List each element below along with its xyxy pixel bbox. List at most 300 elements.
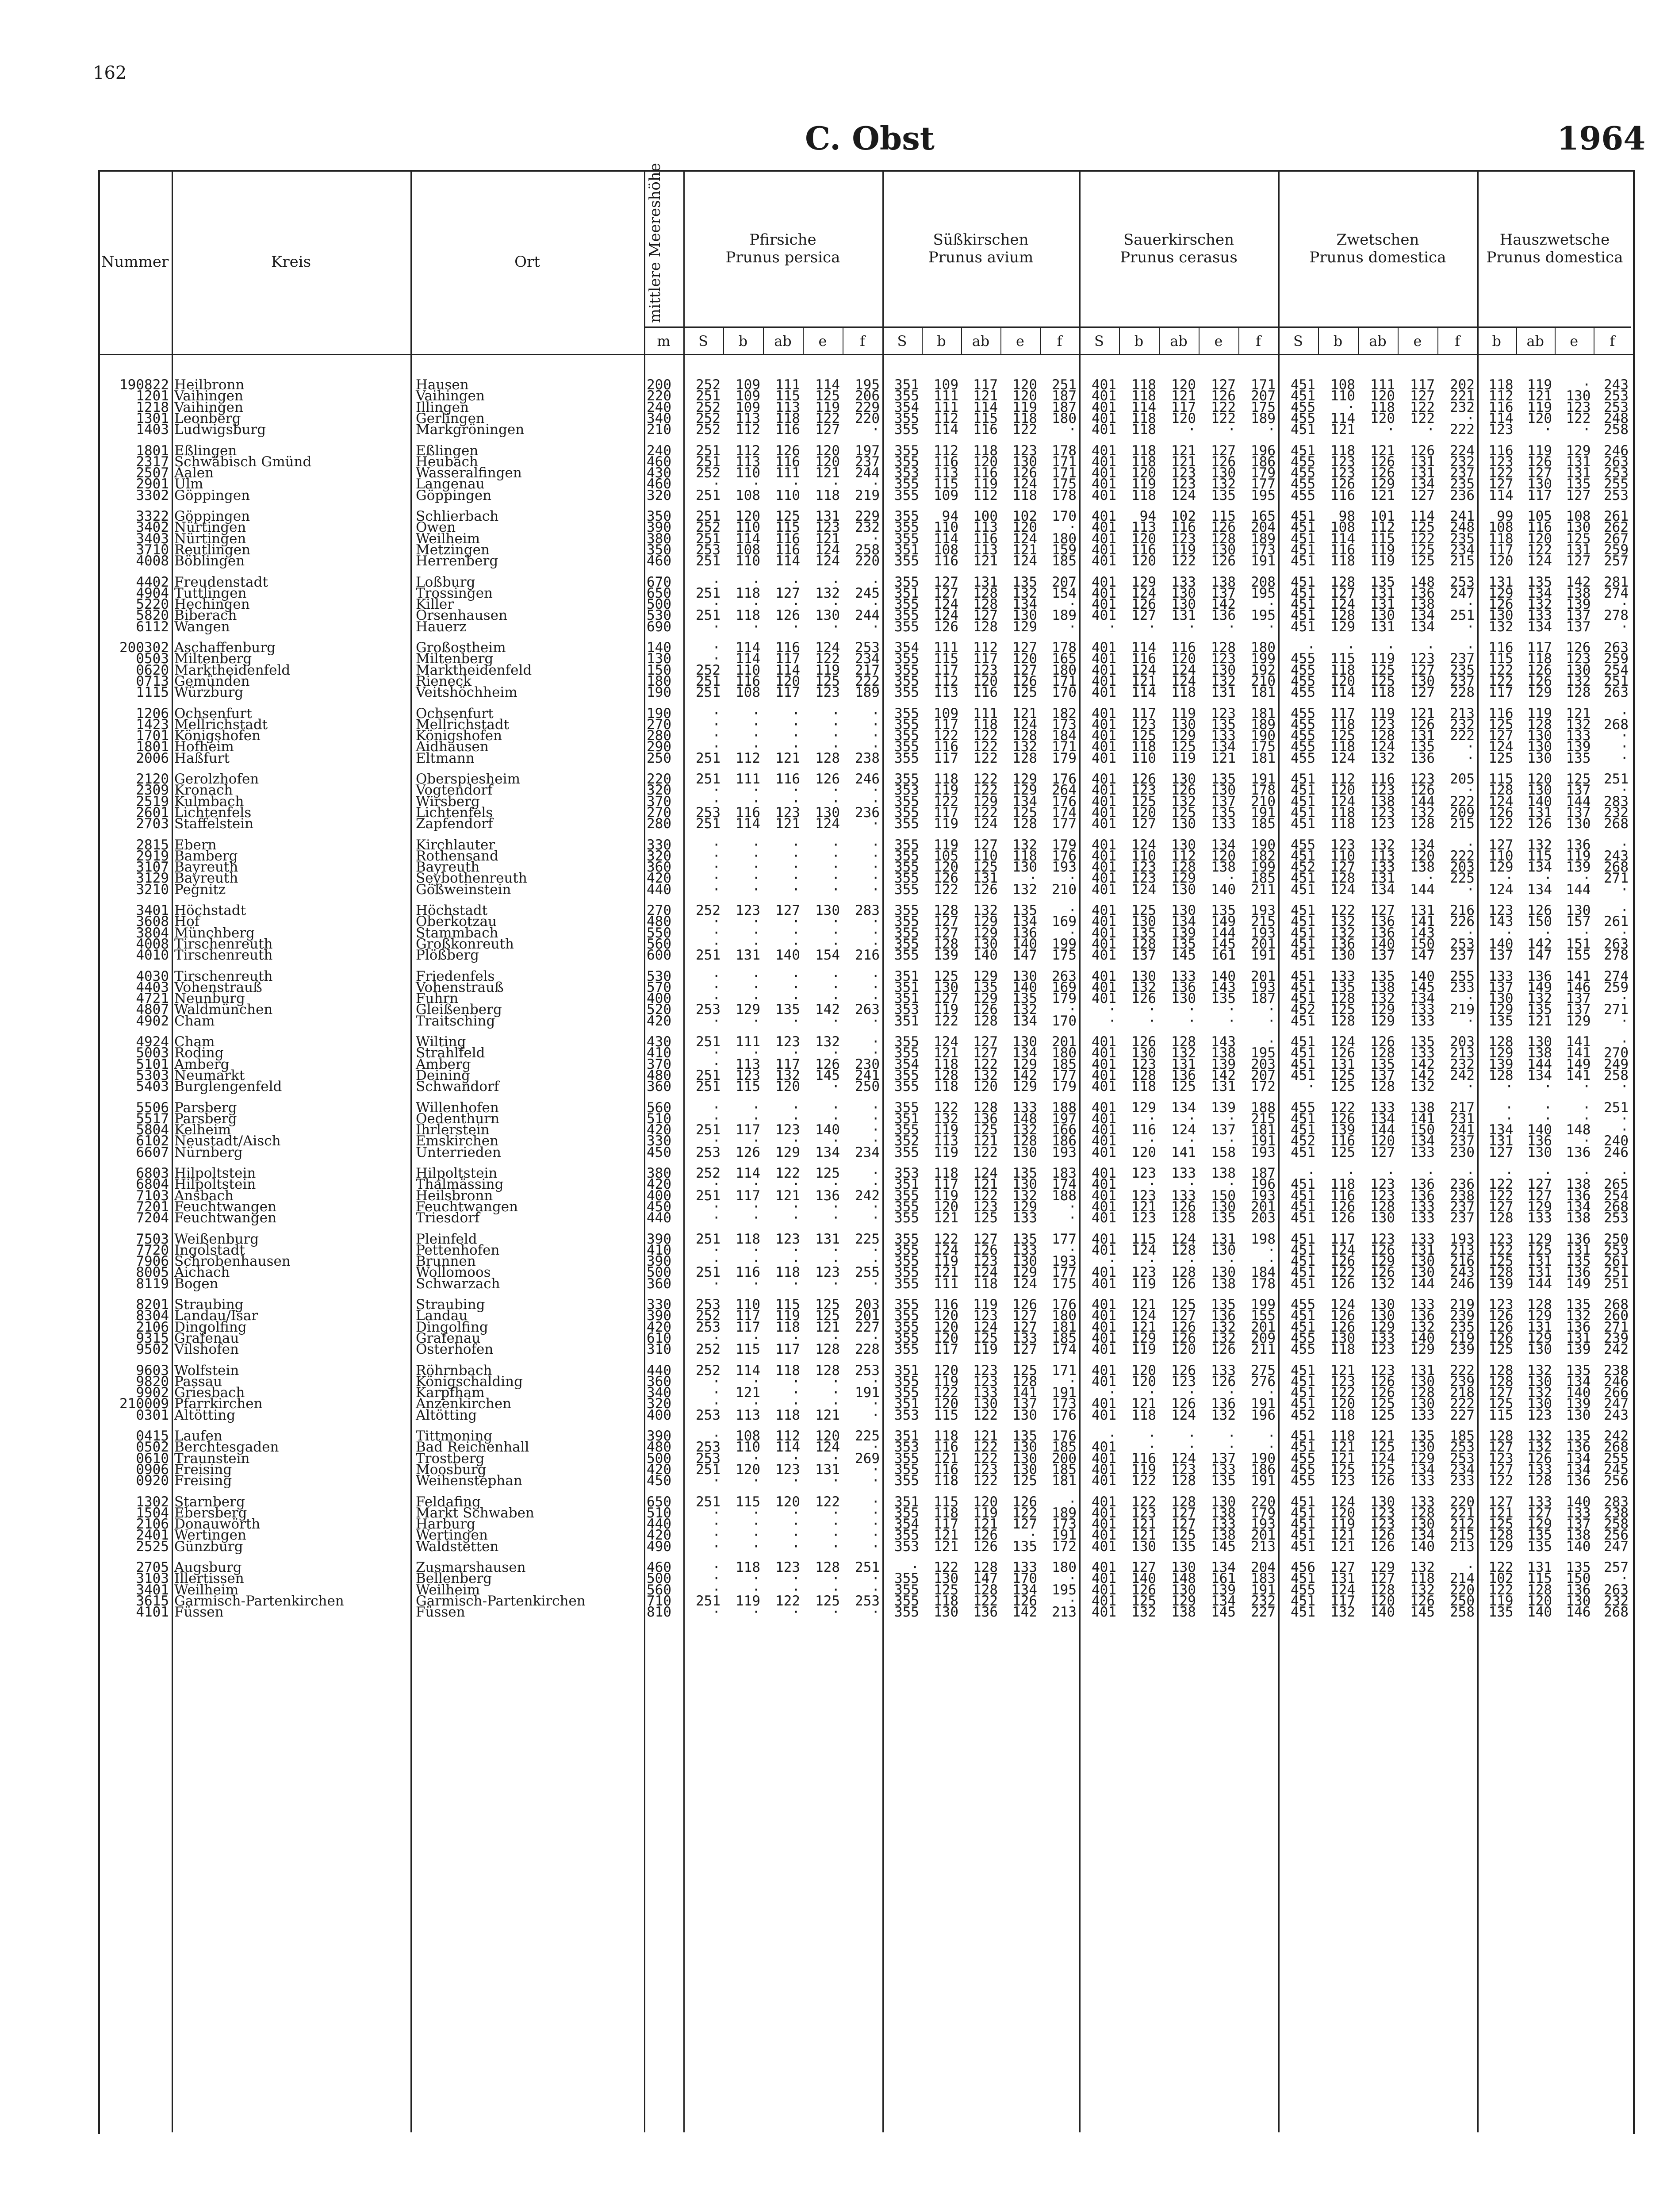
cell-ort: Gerlingen [416, 410, 485, 426]
cell-value: 139 [1488, 1056, 1514, 1072]
cell-value: 351 [894, 991, 919, 1007]
cell-value: 232 [1450, 1056, 1475, 1072]
cell-value: 116 [1131, 651, 1156, 667]
cell-value: 129 [973, 925, 998, 941]
cell-value: 118 [934, 771, 958, 787]
cell-value: · [1267, 1013, 1276, 1029]
cell-value: 140 [973, 947, 998, 964]
cell-value: 139 [1566, 739, 1591, 755]
cell-value: 131 [1527, 1559, 1552, 1575]
cell-value: 116 [973, 465, 998, 481]
cell-value: 112 [1171, 848, 1196, 864]
cell-value: 181 [1052, 1473, 1077, 1489]
cell-value: 120 [934, 1198, 958, 1215]
group-latin: Prunus domestica [1309, 249, 1446, 266]
cell-value: 142 [1211, 1067, 1236, 1083]
cell-value: · [752, 705, 760, 722]
cell-value: 110 [736, 465, 760, 481]
cell-value: 355 [894, 848, 919, 864]
cell-value: 121 [1330, 1450, 1355, 1467]
cell-value: 236 [1450, 1176, 1475, 1193]
cell-value: 130 [1410, 1439, 1435, 1455]
cell-value: 123 [1488, 453, 1514, 470]
cell-value: 253 [1604, 399, 1629, 415]
cell-ort: Triesdorf [416, 1210, 480, 1226]
cell-value: 119 [973, 1341, 998, 1358]
cell-value: · [752, 716, 760, 733]
cell-value: 123 [1370, 1187, 1395, 1204]
cell-value: · [792, 848, 800, 864]
cell-value: · [1029, 870, 1037, 887]
cell-value: 195 [1052, 1582, 1077, 1598]
cell-value: 132 [1012, 1187, 1037, 1204]
cell-kreis: Weilheim [174, 1582, 239, 1598]
cell-value: 401 [1092, 705, 1116, 722]
cell-value: 123 [815, 1264, 840, 1281]
cell-value: 129 [1012, 618, 1037, 635]
cell-value: 130 [1131, 914, 1156, 930]
cell-value: 355 [894, 388, 919, 404]
cell-value: 452 [1291, 1133, 1315, 1149]
cell-nummer: 0713 [136, 673, 169, 689]
cell-value: 140 [1211, 881, 1236, 898]
cell-nummer: 1206 [136, 705, 169, 722]
cell-kreis: Feuchtwangen [174, 1210, 277, 1226]
cell-value: 130 [1171, 1582, 1196, 1598]
cell-value: 137 [1211, 1450, 1236, 1467]
cell-value: 401 [1092, 968, 1116, 984]
cell-value: 132 [934, 1110, 958, 1127]
cell-value: 120 [973, 453, 998, 470]
cell-value: 113 [775, 399, 800, 415]
subcolumn-header: S [1094, 333, 1104, 349]
cell-value: · [752, 793, 760, 810]
cell-value: 455 [1291, 750, 1315, 766]
cell-value: 125 [1012, 1362, 1037, 1379]
subcolumn-header: b [738, 333, 748, 349]
cell-kreis: Gemünden [174, 673, 250, 689]
cell-value: · [752, 1571, 760, 1587]
cell-value: 126 [973, 881, 998, 898]
cell-value: 259 [1604, 651, 1629, 667]
cell-value: 115 [736, 1341, 760, 1358]
cell-ort: Weihenstephan [416, 1473, 522, 1489]
cell-ort: Markgröningen [416, 422, 525, 438]
cell-value: 118 [1370, 399, 1395, 415]
cell-value: 219 [1450, 1330, 1475, 1346]
cell-value: 124 [1012, 553, 1037, 569]
cell-value: · [1544, 1099, 1552, 1116]
cell-value: 401 [1092, 585, 1116, 601]
cell-value: 211 [1251, 1341, 1276, 1358]
cell-value: 129 [1488, 859, 1514, 876]
cell-value: 137 [1370, 1067, 1395, 1083]
cell-value: 135 [1211, 716, 1236, 733]
cell-value: 133 [1012, 1099, 1037, 1116]
cell-value: · [1227, 1002, 1236, 1018]
cell-value: 355 [894, 1242, 919, 1258]
cell-kreis: Laufen [174, 1428, 222, 1444]
cell-value: 263 [855, 1002, 880, 1018]
cell-value: 353 [894, 1439, 919, 1455]
cell-value: 115 [736, 1079, 760, 1095]
cell-value: 124 [1527, 553, 1552, 569]
cell-value: · [1466, 410, 1475, 426]
cell-value: · [792, 1013, 800, 1029]
cell-value: 180 [1052, 410, 1077, 426]
cell-value: 131 [1330, 1056, 1355, 1072]
cell-value: 122 [1012, 422, 1037, 438]
cell-value: 117 [973, 377, 998, 393]
cell-hoehe: 350 [647, 541, 671, 558]
cell-value: 147 [1012, 947, 1037, 964]
cell-value: 401 [1092, 388, 1116, 404]
cell-value: 355 [894, 1461, 919, 1478]
cell-value: 232 [1251, 1593, 1276, 1609]
cell-value: 136 [1527, 1133, 1552, 1149]
cell-value: · [712, 1527, 721, 1544]
cell-value: 102 [1012, 508, 1037, 524]
cell-value: 238 [1604, 1362, 1629, 1379]
cell-value: 451 [1291, 771, 1315, 787]
cell-value: 135 [1330, 979, 1355, 995]
cell-value: 351 [894, 377, 919, 393]
cell-value: 455 [1291, 837, 1315, 853]
cell-value: 130 [1012, 1407, 1037, 1423]
cell-value: · [832, 1527, 840, 1544]
subcolumn-header: b [1492, 333, 1501, 349]
cell-value: · [1267, 596, 1276, 613]
cell-value: · [1068, 1373, 1077, 1390]
cell-value: 231 [1450, 1110, 1475, 1127]
cell-value: · [1466, 925, 1475, 941]
cell-value: 110 [736, 553, 760, 569]
cell-value: 133 [1410, 1002, 1435, 1018]
cell-value: 455 [1291, 1099, 1315, 1116]
cell-value: 134 [1527, 1067, 1552, 1083]
cell-value: · [1505, 1079, 1514, 1095]
cell-value: 141 [1566, 968, 1591, 984]
cell-value: 127 [1488, 1461, 1514, 1478]
cell-value: 120 [1370, 410, 1395, 426]
cell-value: 124 [973, 1165, 998, 1181]
cell-value: 125 [1488, 1396, 1514, 1412]
cell-value: 120 [1370, 1593, 1395, 1609]
cell-hoehe: 450 [647, 1198, 671, 1215]
cell-value: 124 [1330, 1034, 1355, 1050]
cell-value: 351 [894, 585, 919, 601]
cell-value: · [871, 1571, 880, 1587]
cell-value: 126 [1566, 640, 1591, 656]
cell-value: 401 [1092, 662, 1116, 678]
cell-kreis: Augsburg [174, 1559, 242, 1575]
cell-value: · [832, 925, 840, 941]
cell-value: 138 [1566, 1176, 1591, 1193]
cell-value: 132 [1527, 596, 1552, 613]
cell-value: 355 [894, 947, 919, 964]
cell-value: 126 [1171, 1362, 1196, 1379]
cell-value: 143 [1410, 925, 1435, 941]
cell-nummer: 1504 [136, 1505, 169, 1521]
cell-value: 355 [894, 1144, 919, 1160]
cell-value: 129 [1370, 1253, 1395, 1270]
cell-value: 133 [1410, 1210, 1435, 1226]
cell-value: 129 [1566, 1013, 1591, 1029]
cell-value: 123 [1131, 1056, 1156, 1072]
cell-kreis: Hilpoltstein [174, 1165, 256, 1181]
cell-value: 118 [1131, 410, 1156, 426]
cell-value: 139 [1211, 1056, 1236, 1072]
cell-hoehe: 440 [647, 1516, 671, 1532]
cell-value: 128 [1488, 782, 1514, 799]
cell-value: · [792, 1396, 800, 1412]
cell-value: 401 [1092, 399, 1116, 415]
cell-value: 451 [1291, 508, 1315, 524]
cell-value: 193 [1251, 925, 1276, 941]
cell-hoehe: 360 [647, 1373, 671, 1390]
cell-value: 254 [1604, 662, 1629, 678]
cell-value: 255 [855, 1264, 880, 1281]
cell-value: · [1227, 1385, 1236, 1401]
cell-kreis: Eßlingen [174, 442, 237, 459]
cell-kreis: Miltenberg [174, 651, 252, 667]
cell-value: 121 [1410, 705, 1435, 722]
cell-value: 125 [973, 1122, 998, 1138]
cell-value: 132 [1527, 1439, 1552, 1455]
cell-value: 130 [1012, 1439, 1037, 1455]
cell-value: · [871, 968, 880, 984]
cell-value: 113 [736, 453, 760, 470]
cell-value: 125 [1131, 793, 1156, 810]
cell-value: 138 [1211, 859, 1236, 876]
cell-value: 351 [894, 1110, 919, 1127]
cell-ort: Willenhofen [416, 1099, 499, 1116]
cell-ort: Straubing [416, 1297, 485, 1313]
cell-value: 236 [1450, 487, 1475, 503]
cell-value: 188 [1251, 1099, 1276, 1116]
cell-value: · [1466, 1559, 1475, 1575]
cell-value: 252 [696, 519, 721, 536]
cell-value: 237 [1450, 947, 1475, 964]
cell-hoehe: 420 [647, 1319, 671, 1335]
cell-value: 137 [1566, 618, 1591, 635]
cell-value: 131 [973, 574, 998, 590]
cell-value: 119 [1527, 705, 1552, 722]
cell-nummer: 4902 [136, 1013, 169, 1029]
cell-value: · [832, 1210, 840, 1226]
cell-kreis: Neustadt/Aisch [174, 1133, 281, 1149]
cell-value: 145 [1171, 947, 1196, 964]
cell-value: 128 [1171, 1210, 1196, 1226]
cell-value: 263 [1604, 684, 1629, 701]
cell-value: 355 [894, 574, 919, 590]
cell-value: 123 [775, 1034, 800, 1050]
cell-value: 120 [934, 859, 958, 876]
cell-value: 114 [736, 1165, 760, 1181]
cell-value: 134 [1410, 1133, 1435, 1149]
cell-value: 134 [1012, 596, 1037, 613]
cell-value: 252 [696, 662, 721, 678]
column-rule [172, 170, 173, 2132]
cell-value: 451 [1291, 1396, 1315, 1412]
cell-value: 115 [934, 651, 958, 667]
cell-value: 207 [1251, 388, 1276, 404]
cell-nummer: 3615 [136, 1593, 169, 1609]
cell-value: 121 [1527, 1013, 1552, 1029]
cell-value: 185 [1450, 1428, 1475, 1444]
cell-value: 401 [1092, 1396, 1116, 1412]
cell-value: · [1505, 925, 1514, 941]
cell-value: 235 [1450, 662, 1475, 678]
cell-value: 120 [934, 1396, 958, 1412]
cell-value: 355 [894, 881, 919, 898]
cell-value: 121 [1171, 388, 1196, 404]
cell-value: · [792, 1099, 800, 1116]
cell-value: · [1267, 1242, 1276, 1258]
cell-value: 136 [1410, 1308, 1435, 1324]
cell-value: 120 [1211, 848, 1236, 864]
cell-value: 126 [1370, 465, 1395, 481]
cell-value: 451 [1291, 574, 1315, 590]
cell-value: 130 [1527, 1396, 1552, 1412]
cell-value: 127 [1171, 1516, 1196, 1532]
cell-value: 121 [1131, 673, 1156, 689]
cell-value: 135 [1527, 574, 1552, 590]
cell-value: 116 [1131, 541, 1156, 558]
cell-value: 451 [1291, 553, 1315, 569]
cell-value: 123 [1131, 1505, 1156, 1521]
cell-value: 234 [855, 651, 880, 667]
cell-value: · [871, 476, 880, 492]
cell-hoehe: 410 [647, 1045, 671, 1061]
cell-value: 253 [696, 1319, 721, 1335]
cell-value: · [752, 914, 760, 930]
cell-value: 213 [1450, 1242, 1475, 1258]
cell-value: 140 [1527, 1604, 1552, 1621]
page-number: 162 [93, 63, 127, 83]
cell-value: · [752, 1527, 760, 1544]
cell-value: 131 [1566, 453, 1591, 470]
cell-value: 109 [736, 399, 760, 415]
cell-value: · [1620, 1079, 1629, 1095]
cell-value: 136 [1566, 1439, 1591, 1455]
cell-value: 138 [1527, 1045, 1552, 1061]
cell-value: 143 [1488, 914, 1514, 930]
cell-value: 136 [1370, 925, 1395, 941]
cell-value: 120 [1527, 771, 1552, 787]
cell-value: 134 [1410, 991, 1435, 1007]
cell-ort: Wasseralfingen [416, 465, 522, 481]
cell-value: 401 [1092, 1079, 1116, 1095]
cell-value: 121 [1527, 388, 1552, 404]
cell-value: 401 [1092, 947, 1116, 964]
cell-value: 118 [736, 607, 760, 624]
cell-value: 137 [1211, 793, 1236, 810]
cell-value: 219 [1450, 1002, 1475, 1018]
cell-value: · [752, 1176, 760, 1193]
cell-value: 130 [1488, 991, 1514, 1007]
cell-value: 451 [1291, 1319, 1315, 1335]
cell-value: 121 [934, 1210, 958, 1226]
group-latin: Prunus persica [725, 249, 840, 266]
cell-value: 127 [1370, 902, 1395, 918]
cell-value: 138 [1211, 1527, 1236, 1544]
cell-value: 130 [1566, 816, 1591, 832]
cell-kreis: Göppingen [174, 508, 250, 524]
cell-nummer: 6112 [136, 618, 169, 635]
cell-value: 124 [1330, 793, 1355, 810]
cell-nummer: 4924 [136, 1034, 169, 1050]
cell-value: 250 [1604, 1231, 1629, 1247]
cell-value: 136 [1171, 1067, 1196, 1083]
cell-kreis: Mellrichstadt [174, 716, 268, 733]
cell-value: 128 [1566, 684, 1591, 701]
cell-value: · [1544, 925, 1552, 941]
cell-value: · [832, 476, 840, 492]
cell-value: 141 [1410, 914, 1435, 930]
cell-hoehe: 360 [647, 1079, 671, 1095]
cell-kreis: Ebersberg [174, 1505, 247, 1521]
cell-value: 193 [1251, 979, 1276, 995]
cell-kreis: Vilshofen [174, 1341, 239, 1358]
cell-value: 125 [1171, 1527, 1196, 1544]
cell-hoehe: 270 [647, 902, 671, 918]
cell-value: 171 [1251, 377, 1276, 393]
cell-value: 122 [815, 651, 840, 667]
cell-value: 120 [1370, 1133, 1395, 1149]
cell-hoehe: 460 [647, 553, 671, 569]
cell-ort: Ochsenfurt [416, 705, 494, 722]
cell-value: · [752, 1516, 760, 1532]
cell-ort: Unterrieden [416, 1144, 501, 1160]
cell-value: 131 [1211, 684, 1236, 701]
cell-value: 251 [696, 1187, 721, 1204]
cell-value: · [712, 596, 721, 613]
cell-value: 251 [1450, 607, 1475, 624]
cell-value: 110 [736, 1439, 760, 1455]
cell-hoehe: 310 [647, 1341, 671, 1358]
cell-ort: Thalmässing [416, 1176, 504, 1193]
cell-value: 251 [696, 388, 721, 404]
cell-value: 139 [1171, 925, 1196, 941]
cell-hoehe: 510 [647, 1110, 671, 1127]
group-header [882, 231, 1079, 266]
cell-value: 189 [1052, 1505, 1077, 1521]
cell-value: 121 [1131, 1198, 1156, 1215]
cell-value: · [1108, 1385, 1116, 1401]
cell-value: 130 [1211, 1264, 1236, 1281]
cell-value: 140 [1370, 1604, 1395, 1621]
cell-value: 401 [1092, 1133, 1116, 1149]
cell-value: 123 [775, 1231, 800, 1247]
cell-value: 120 [775, 1494, 800, 1510]
cell-value: 401 [1092, 902, 1116, 918]
cell-value: 122 [934, 1013, 958, 1029]
cell-value: 134 [1566, 1450, 1591, 1467]
cell-value: 110 [736, 662, 760, 678]
cell-value: 126 [1488, 1330, 1514, 1346]
cell-hoehe: 600 [647, 947, 671, 964]
cell-value: 132 [1410, 1559, 1435, 1575]
cell-value: 216 [1450, 902, 1475, 918]
cell-value: · [832, 1396, 840, 1412]
cell-value: 118 [973, 1275, 998, 1292]
cell-value: 126 [1330, 1308, 1355, 1324]
cell-value: 148 [1566, 1122, 1591, 1138]
cell-value: · [752, 728, 760, 744]
cell-value: · [1188, 1253, 1196, 1270]
cell-value: 136 [1566, 1264, 1591, 1281]
